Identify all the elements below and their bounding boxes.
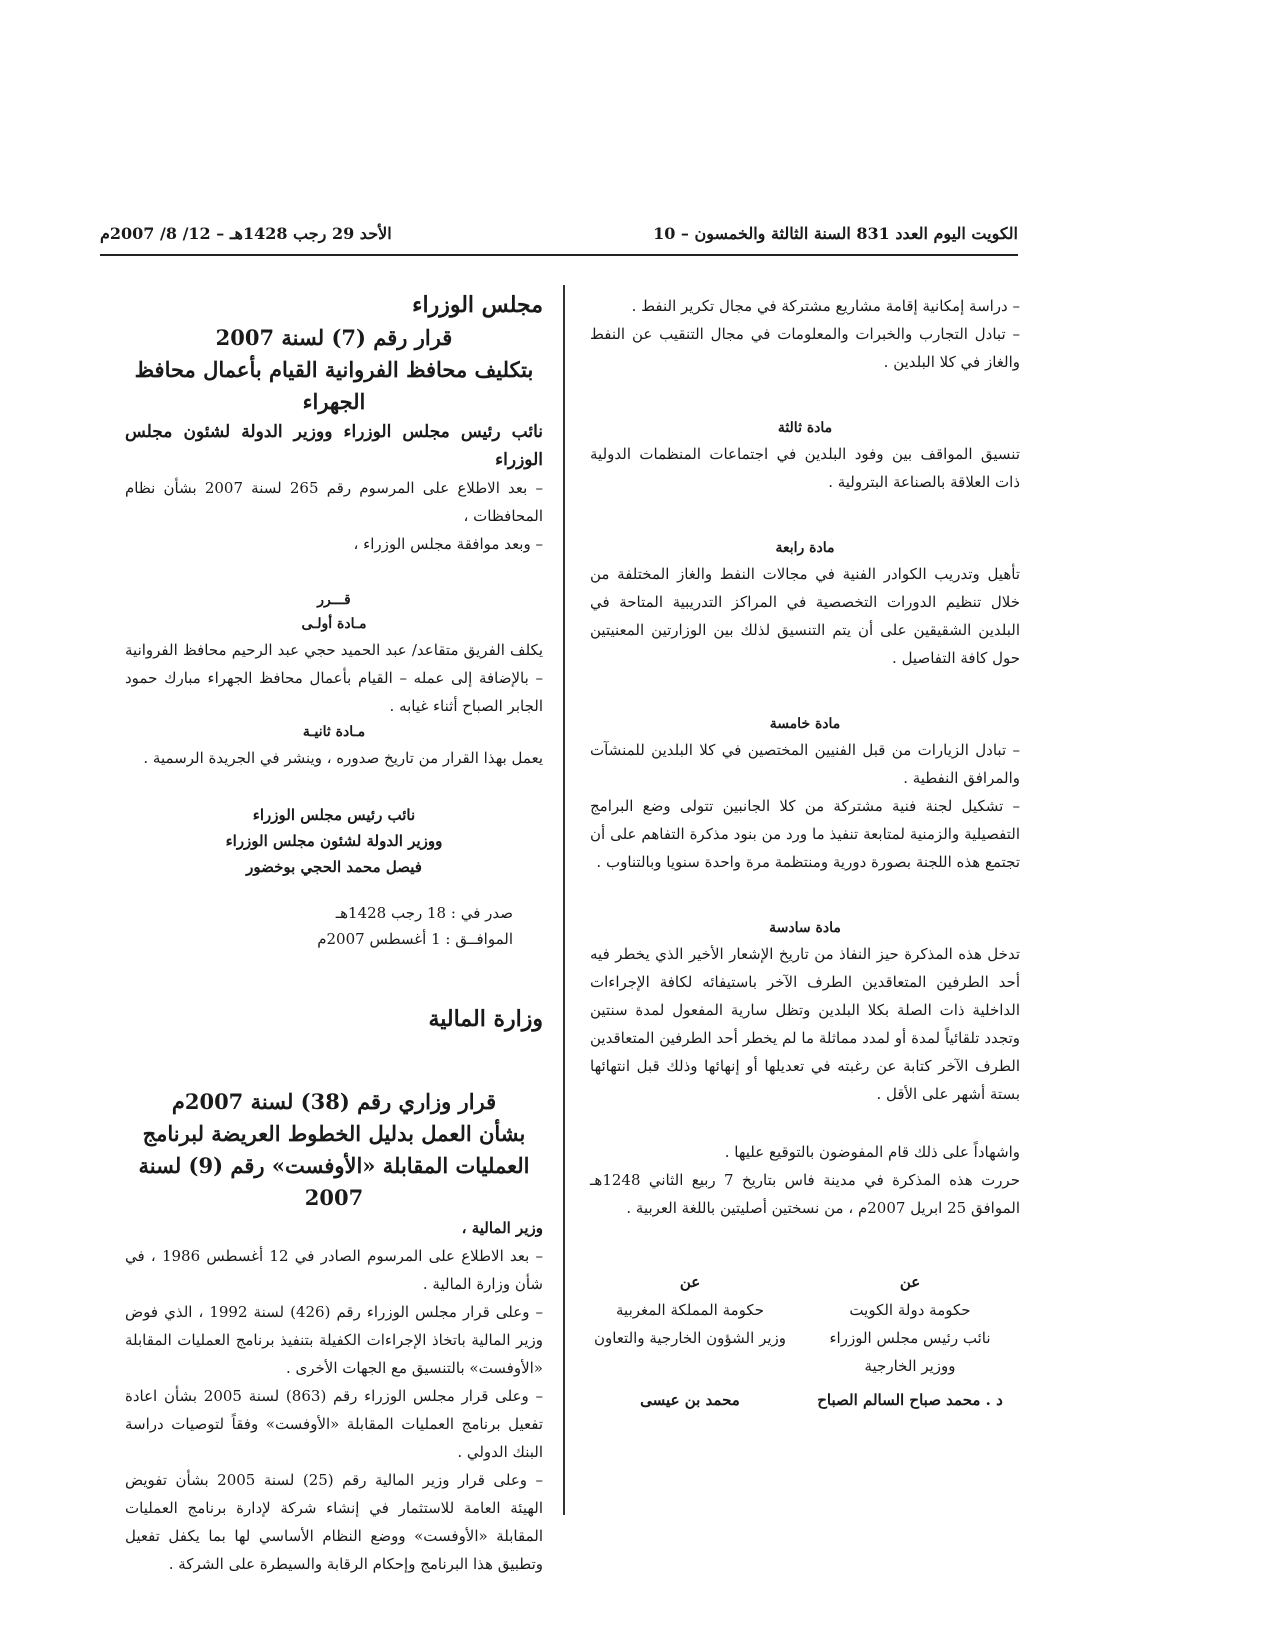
recital: – وعلى قرار مجلس الوزراء رقم (426) لسنة 1992 ، الذي فوض وزير المالية باتخاذ الإجراءات الكفيلة بتنفيذ برنامج العمليات المقابلة «الأوفست» بالتنسيق مع الجهات الأخرى . xyxy=(125,1303,543,1377)
recital: – بعد الاطلاع على المرسوم الصادر في 12 أغسطس 1986 ، في شأن وزارة المالية . xyxy=(125,1247,543,1293)
decree-number: قرار رقم (7) لسنة 2007 xyxy=(215,325,453,350)
corresponding-date: الموافــق : 1 أغسطس 2007م xyxy=(317,930,513,948)
sig-name: محمد بن عيسى xyxy=(640,1391,740,1409)
sig-name: د . محمد صباح السالم الصباح xyxy=(817,1391,1003,1409)
left-column xyxy=(125,288,543,1578)
signature-kuwait xyxy=(800,1268,1020,1414)
article-title: مادة خامسة xyxy=(769,716,841,732)
article-text: تأهيل وتدريب الكوادر الفنية في مجالات النفط والغاز المختلفة من خلال تنظيم الدورات التخصصية في المراكز التدريبية المتاحة في البلدين الشقيقين على أن يتم التنسيق لذلك بين الوزارتين المعنيتين حول كافة التفاصيل . xyxy=(590,565,1020,667)
done-at-clause: حررت هذه المذكرة في مدينة فاس بتاريخ 7 ربيع الثاني 1248هـ الموافق 25 ابريل 2007م ، من نسختين أصليتين باللغة العربية . xyxy=(590,1171,1020,1217)
recital: – وعلى قرار وزير المالية رقم (25) لسنة 2005 بشأن تفويض الهيئة العامة للاستثمار في إنشاء شركة لإدارة برنامج العمليات المقابلة «الأوفست» ووضع النظام الأساسي لها بما يكفل تفعيل وتطبيق هذا البرنامج وإحكام الرقابة والسيطرة على الشركة . xyxy=(125,1471,543,1573)
sig-on-behalf: عن xyxy=(679,1273,701,1291)
sig-title: ووزير الدولة لشئون مجلس الوزراء xyxy=(225,832,443,850)
article-title: مادة رابعة xyxy=(775,540,835,556)
sig-government: حكومة المملكة المغربية xyxy=(616,1301,764,1319)
article-text: يعمل بهذا القرار من تاريخ صدوره ، وينشر في الجريدة الرسمية . xyxy=(143,749,543,767)
decree-subject: بتكليف محافظ الفروانية القيام بأعمال محافظ الجهراء xyxy=(134,357,534,414)
sig-title: نائب رئيس مجلس الوزراء xyxy=(829,1329,991,1347)
list-item: – دراسة إمكانية إقامة مشاريع مشتركة في مجال تكرير النفط . xyxy=(631,297,1020,315)
list-item: – تبادل التجارب والخبرات والمعلومات في مجال التنقيب عن النفط والغاز في كلا البلدين . xyxy=(590,325,1020,371)
sig-on-behalf: عن xyxy=(899,1273,921,1291)
signature-morocco xyxy=(590,1268,790,1414)
page-header xyxy=(100,222,1018,250)
header-date: الأحد 29 رجب 1428هـ – 12/ 8/ 2007م xyxy=(100,224,392,243)
decree-signature xyxy=(125,802,543,880)
recital: – بعد الاطلاع على المرسوم رقم 265 لسنة 2007 بشأن نظام المحافظات ، xyxy=(125,479,544,525)
article-text: تدخل هذه المذكرة حيز النفاذ من تاريخ الإشعار الأخير الذي يخطر فيه أحد الطرفين المتعاقدين الطرف الآخر باستيفائه لكافة الإجراءات الداخلية ذات الصلة بكلا البلدين وتظل سارية المفعول لمدة سنتين وتجدد تلقائياً لمدة أو لمدد مماثلة ما لم يخطر أحد الطرفين المتعاقدين الطرف الآخر كتابة عن رغبته في تعديلها أو إنهائها وذلك قبل انتهائها بستة أشهر على الأقل . xyxy=(590,945,1020,1103)
column-divider xyxy=(563,285,565,1515)
recital: – وبعد موافقة مجلس الوزراء ، xyxy=(353,535,543,553)
decree-issuer: نائب رئيس مجلس الوزراء ووزير الدولة لشئون مجلس الوزراء xyxy=(125,422,543,470)
list-item: – تبادل الزيارات من قبل الفنيين المختصين في كلا البلدين للمنشآت والمرافق النفطية . xyxy=(590,741,1020,787)
decree-number: قرار وزاري رقم (38) لسنة 2007م xyxy=(171,1089,497,1114)
right-column xyxy=(590,292,1020,1222)
section-heading-cabinet: مجلس الوزراء xyxy=(412,292,543,318)
article-title: مـادة ثانيـة xyxy=(302,724,366,740)
sig-name: فيصل محمد الحجي بوخضور xyxy=(246,858,422,876)
header-issue-info: الكويت اليوم العدد 831 السنة الثالثة والخمسون – 10 xyxy=(653,224,1018,243)
decree-subject: بشأن العمل بدليل الخطوط العريضة لبرنامج العمليات المقابلة «الأوفست» رقم (9) لسنة 2007 xyxy=(138,1121,530,1210)
article-text: تنسيق المواقف بين وفود البلدين في اجتماعات المنظمات الدولية ذات العلاقة بالصناعة البترولية . xyxy=(590,445,1020,491)
article-title: مادة سادسة xyxy=(769,920,841,936)
decree-issuer: وزير المالية ، xyxy=(461,1219,543,1237)
sig-title: ووزير الخارجية xyxy=(864,1357,956,1375)
issued-date: صدر في : 18 رجب 1428هـ xyxy=(335,904,513,922)
sig-title: نائب رئيس مجلس الوزراء xyxy=(252,806,416,824)
sig-government: حكومة دولة الكويت xyxy=(849,1301,971,1319)
list-item: – تشكيل لجنة فنية مشتركة من كلا الجانبين تتولى وضع البرامج التفصيلية والزمنية لمتابعة تنفيذ ما ورد من بنود مذكرة التفاهم على أن تجتمع هذه اللجنة بصورة دورية ومنتظمة مرة واحدة سنويا وبالتناوب . xyxy=(590,797,1020,871)
article-title: مادة ثالثة xyxy=(777,420,833,436)
witness-clause: واشهاداً على ذلك قام المفوضون بالتوقيع عليها . xyxy=(724,1143,1020,1161)
article-title: مـادة أولـى xyxy=(301,616,367,632)
article-text: يكلف الفريق متقاعد/ عبد الحميد حجي عبد الرحيم محافظ الفروانية – بالإضافة إلى عمله – القيام بأعمال محافظ الجهراء مبارك حمود الجابر الصباح أثناء غيابه . xyxy=(125,641,543,715)
recital: – وعلى قرار مجلس الوزراء رقم (863) لسنة 2005 بشأن اعادة تفعيل برنامج العمليات المقابلة «الأوفست» وفقاً لتوصيات دراسة البنك الدولي . xyxy=(125,1387,543,1461)
header-divider xyxy=(100,254,1018,256)
sig-title: وزير الشؤون الخارجية والتعاون xyxy=(593,1329,787,1347)
section-heading-ministry: وزارة المالية xyxy=(428,1006,543,1032)
decided-heading: قـــرر xyxy=(317,592,351,608)
